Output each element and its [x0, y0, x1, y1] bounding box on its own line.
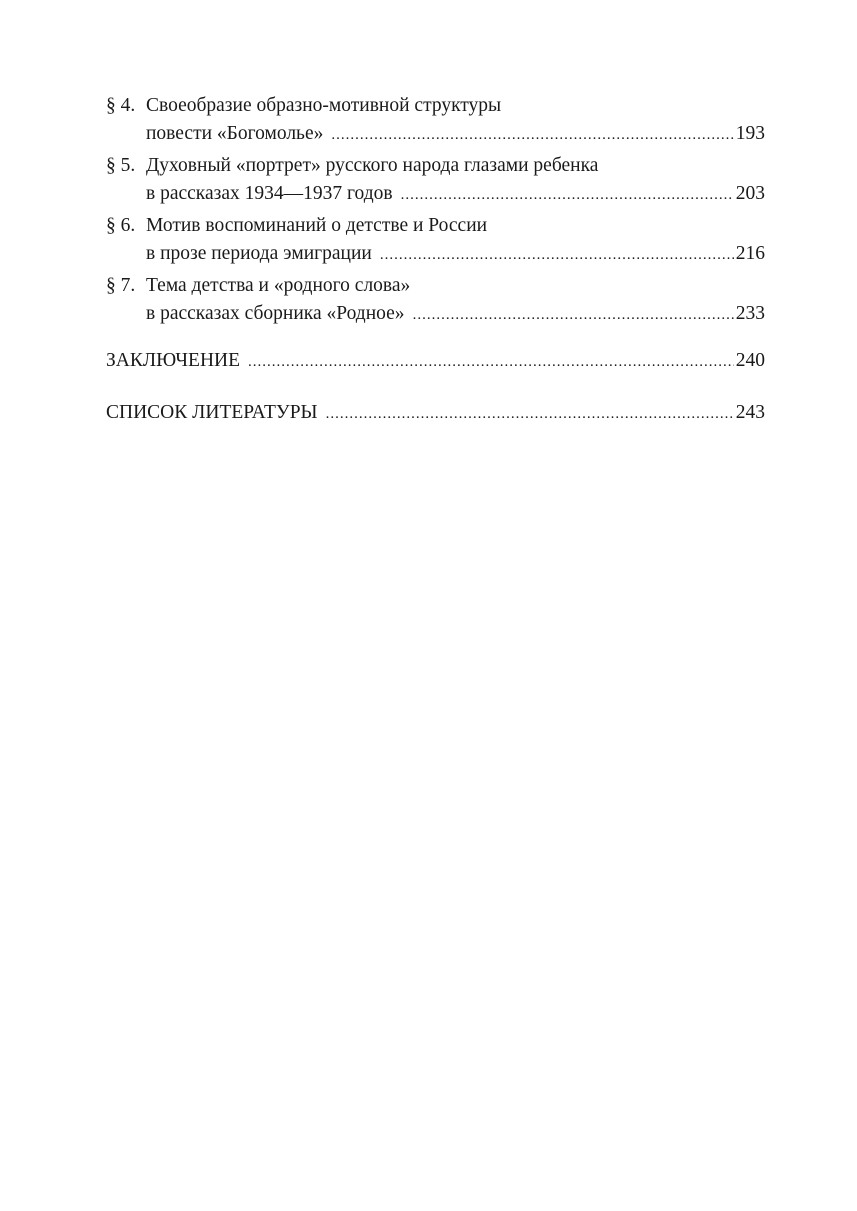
- toc-entry-title-line: [106, 92, 765, 120]
- chapter-title: СПИСОК ЛИТЕРАТУРЫ: [106, 402, 318, 423]
- toc-chapter-line: [106, 398, 765, 428]
- toc-entry-title-line: [106, 212, 765, 240]
- dot-leader: [331, 121, 733, 149]
- section-title: Тема детства и «родного слова»: [146, 275, 411, 296]
- toc-entry-bibliography: [106, 398, 765, 428]
- chapter-title: ЗАКЛЮЧЕНИЕ: [106, 350, 241, 371]
- toc-entry-page-line: [106, 300, 765, 328]
- dot-leader: [413, 301, 734, 329]
- section-title-continued: в рассказах 1934—1937 годов: [146, 183, 393, 204]
- page-number: 243: [735, 402, 765, 423]
- section-title-continued: в рассказах сборника «Родное»: [146, 303, 405, 324]
- toc-entry-title-line: [106, 272, 765, 300]
- toc-entry-conclusion: [106, 346, 765, 376]
- page-number: 240: [735, 350, 765, 371]
- toc-entry-4: [106, 92, 765, 148]
- dot-leader: [401, 181, 734, 209]
- page-number: 203: [735, 183, 765, 204]
- page-number: 233: [735, 303, 765, 324]
- toc-entry-page-line: [106, 120, 765, 148]
- dot-leader: [380, 241, 734, 269]
- page-number: 216: [735, 243, 765, 264]
- toc-entry-title-line: [106, 152, 765, 180]
- toc-chapter-line: [106, 346, 765, 376]
- section-number: § 5.: [106, 155, 136, 176]
- section-title: Своеобразие образно-мотивной структуры: [146, 95, 502, 116]
- toc-entry-page-line: [106, 180, 765, 208]
- section-number: § 7.: [106, 275, 136, 296]
- section-title-continued: повести «Богомолье»: [146, 123, 324, 144]
- dot-leader: [248, 347, 734, 377]
- dot-leader: [326, 399, 734, 429]
- toc-entry-5: [106, 152, 765, 208]
- toc-entry-6: [106, 212, 765, 268]
- toc-entry-page-line: [106, 240, 765, 268]
- section-title-continued: в прозе периода эмиграции: [146, 243, 372, 264]
- toc-entry-7: [106, 272, 765, 328]
- section-number: § 6.: [106, 215, 136, 236]
- section-number: § 4.: [106, 95, 136, 116]
- section-title: Мотив воспоминаний о детстве и России: [146, 215, 488, 236]
- table-of-contents: [106, 92, 765, 432]
- section-title: Духовный «портрет» русского народа глазами ребенка: [146, 155, 599, 176]
- page-number: 193: [735, 123, 765, 144]
